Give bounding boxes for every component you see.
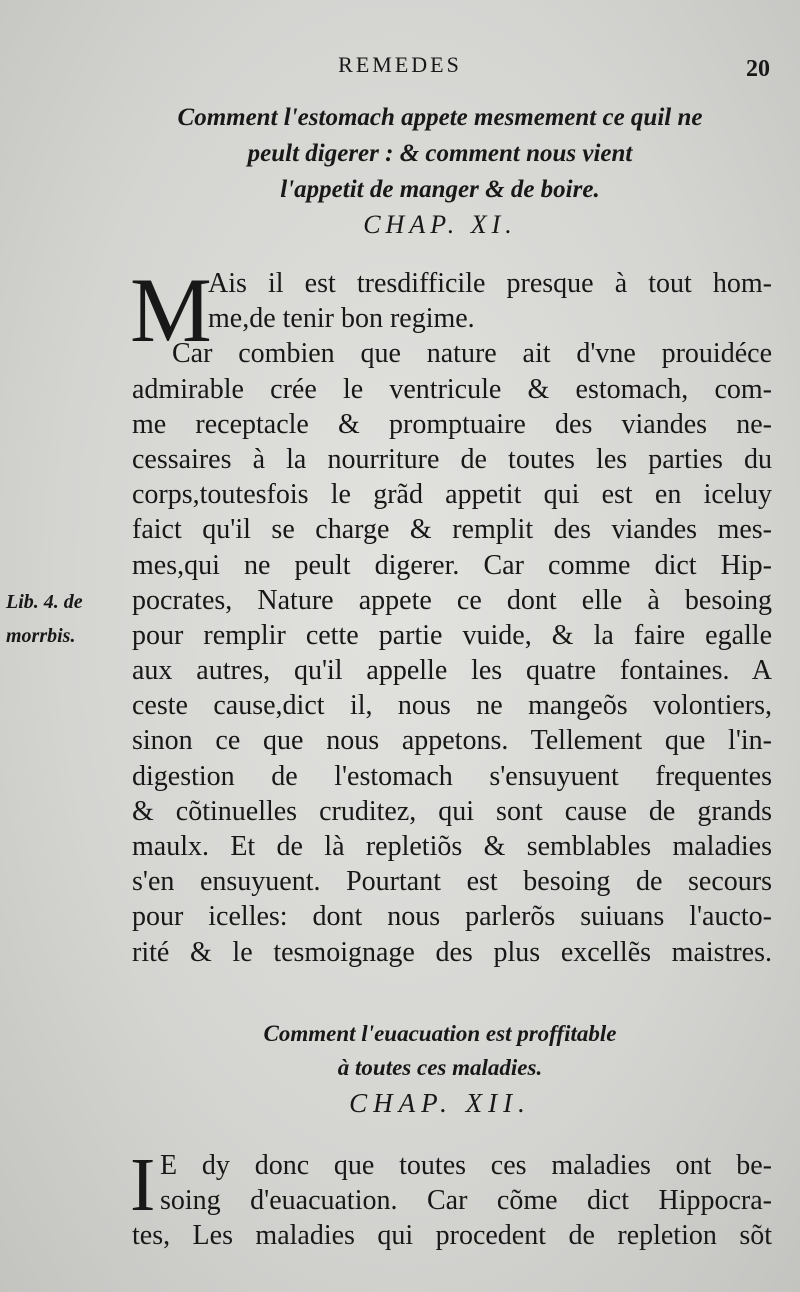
chapter-11-body xyxy=(130,259,772,970)
text-line: me,de tenir bon regime. xyxy=(208,303,475,335)
text-line: E dy donc que toutes ces maladies ont be- xyxy=(160,1150,772,1181)
text-line: corps,toutesfois le grãd appetit qui est en iceluy xyxy=(132,479,772,511)
drop-capital: M xyxy=(130,259,212,361)
text-line: & cõtinuelles cruditez, qui sont cause de grands xyxy=(132,795,772,827)
chapter-12-label: CHAP. XII. xyxy=(349,1088,531,1118)
text-line: digestion de l'estomach s'ensuyuent frequentes xyxy=(132,760,772,792)
text-line: s'en ensuyuent. Pourtant est besoing de secours xyxy=(132,866,772,898)
chapter-11-title xyxy=(120,100,760,208)
marginal-note xyxy=(6,585,124,653)
chapter-12-body xyxy=(130,1143,772,1254)
text-line: rité & le tesmoignage des plus excellẽs maistres. xyxy=(132,936,772,968)
chapter-11-title-line: peult digerer : & comment nous vient xyxy=(247,140,633,167)
page-number: 20 xyxy=(746,56,770,82)
chapter-12-title xyxy=(120,1017,760,1085)
text-line: ceste cause,dict il, nous ne mangeõs volontiers, xyxy=(132,690,772,722)
text-line: me receptacle & promptuaire des viandes ne- xyxy=(132,408,772,440)
text-line: mes,qui ne peult digerer. Car comme dict Hip- xyxy=(132,549,772,581)
text-line: cessaires à la nourriture de toutes les parties du xyxy=(132,443,772,475)
text-line: pour remplir cette partie vuide, & la faire egalle xyxy=(132,619,772,651)
marginal-note-line: morrbis. xyxy=(6,625,76,647)
text-line: maulx. Et de là repletiõs & semblables maladies xyxy=(132,831,772,862)
text-line: soing d'euacuation. Car cõme dict Hippocra- xyxy=(160,1185,772,1217)
chapter-12-title-line: Comment l'euacuation est proffitable xyxy=(263,1021,617,1046)
running-head: REMEDES xyxy=(338,52,462,77)
text-line: pocrates, Nature appete ce dont elle à besoing xyxy=(132,584,772,616)
drop-capital: I xyxy=(130,1143,156,1227)
chapter-11-label: CHAP. XI. xyxy=(363,210,517,239)
marginal-note-line: Lib. 4. de xyxy=(6,591,83,613)
text-line: faict qu'il se charge & remplit des viandes mes- xyxy=(132,514,772,546)
text-line: pour icelles: dont nous parlerõs suiuans l'aucto- xyxy=(132,901,772,933)
text-line: Ais il est tresdifficile presque à tout hom- xyxy=(208,268,772,299)
chapter-11-title-line: Comment l'estomach appete mesmement ce quil ne xyxy=(177,104,703,131)
chapter-11-title-line: l'appetit de manger & de boire. xyxy=(280,176,600,203)
text-line: admirable crée le ventricule & estomach, com- xyxy=(132,373,772,405)
text-line: aux autres, qu'il appelle les quatre fontaines. A xyxy=(132,655,772,687)
text-line: sinon ce que nous appetons. Tellement que l'in- xyxy=(132,725,772,757)
chapter-12-title-line: à toutes ces maladies. xyxy=(337,1055,543,1080)
text-line: tes, Les maladies qui procedent de repletion sõt xyxy=(132,1220,772,1252)
text-line: Car combien que nature ait d'vne prouidéce xyxy=(172,338,772,370)
